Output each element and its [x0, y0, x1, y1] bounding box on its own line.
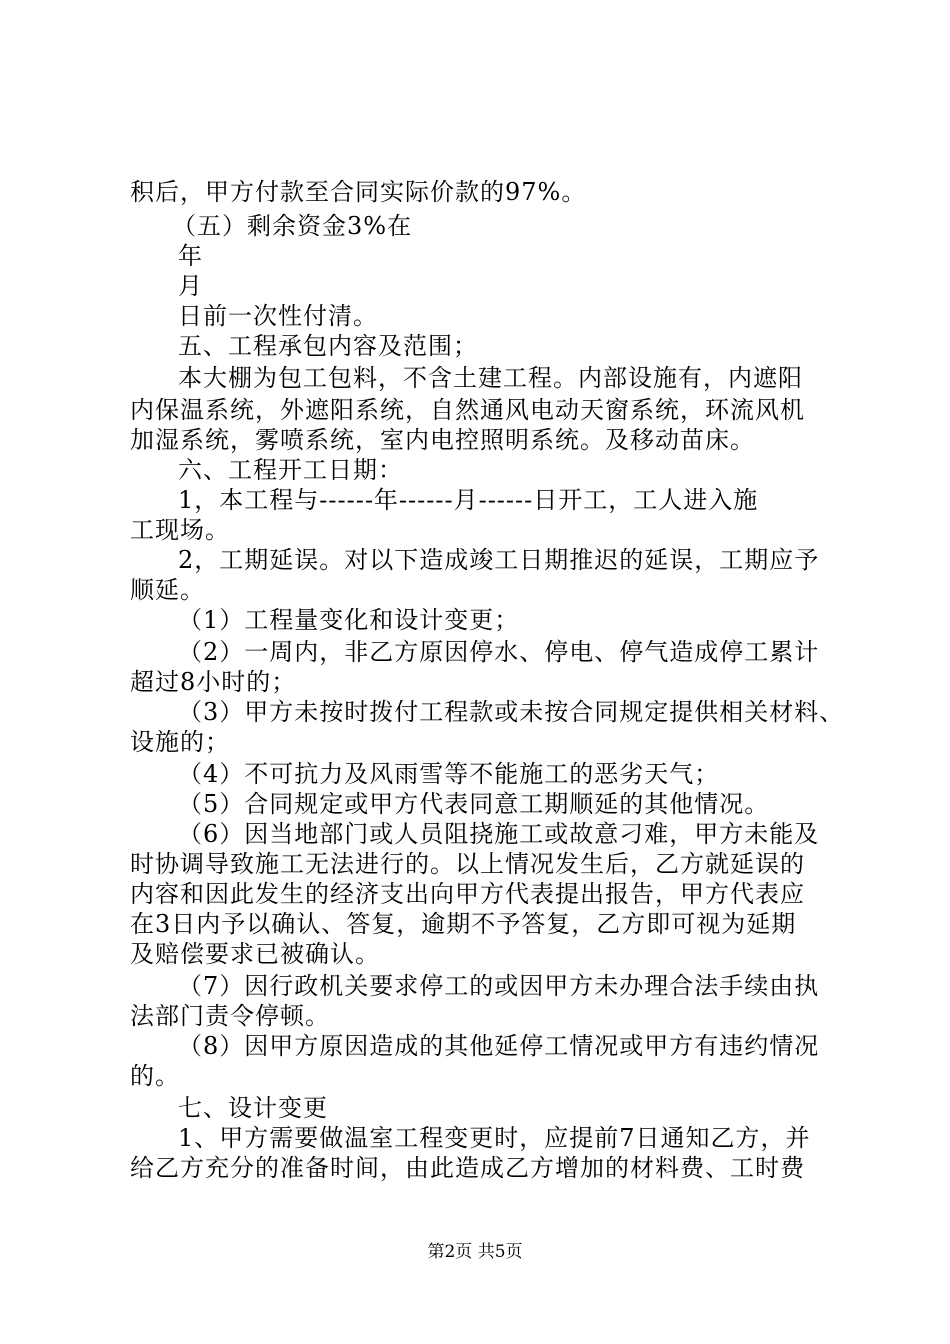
list-item: （6）因当地部门或人员阻挠施工或故意刁难，甲方未能及 — [178, 820, 820, 848]
text-line: 设施的； — [130, 728, 230, 756]
list-item: （4）不可抗力及风雨雪等不能施工的恶劣天气； — [178, 760, 720, 788]
text-line: 在3日内予以确认、答复，逾期不予答复，乙方即可视为延期 — [130, 910, 797, 938]
text-line: 的。 — [130, 1062, 180, 1090]
page-number-footer: 第2页 共5页 — [427, 1242, 523, 1262]
list-item: （5）合同规定或甲方代表同意工期顺延的其他情况。 — [178, 790, 770, 818]
list-item: （3）甲方未按时拨付工程款或未按合同规定提供相关材料、 — [178, 698, 845, 726]
list-item: （1）工程量变化和设计变更； — [178, 606, 520, 634]
list-item: （2）一周内，非乙方原因停水、停电、停气造成停工累计 — [178, 638, 820, 666]
section-heading: 七、设计变更 — [178, 1094, 328, 1122]
text-line: 顺延。 — [130, 576, 205, 604]
text-line: 内保温系统，外遮阳系统，自然通风电动天窗系统，环流风机 — [130, 396, 805, 424]
text-line: 本大棚为包工包料，不含土建工程。内部设施有，内遮阳 — [178, 364, 803, 392]
text-line: 超过8小时的； — [130, 668, 297, 696]
list-item: （7）因行政机关要求停工的或因甲方未办理合法手续由执 — [178, 972, 820, 1000]
text-line: 日前一次性付清。 — [178, 302, 378, 330]
text-line: 1，本工程与------年------月------日开工，工人进入施 — [178, 486, 759, 514]
text-line: 时协调导致施工无法进行的。以上情况发生后，乙方就延误的 — [130, 850, 805, 878]
text-line: 2，工期延误。对以下造成竣工日期推迟的延误，工期应予 — [178, 546, 820, 574]
section-heading: 六、工程开工日期： — [178, 456, 403, 484]
text-line: 年 — [178, 242, 203, 270]
text-line: 及赔偿要求已被确认。 — [130, 940, 380, 968]
text-line: 给乙方充分的准备时间，由此造成乙方增加的材料费、工时费 — [130, 1154, 805, 1182]
text-line: （五）剩余资金3%在 — [172, 212, 413, 240]
text-line: 1、甲方需要做温室工程变更时，应提前7日通知乙方，并 — [178, 1124, 811, 1152]
text-line: 加湿系统，雾喷系统，室内电控照明系统。及移动苗床。 — [130, 426, 755, 454]
text-line: 月 — [178, 272, 203, 300]
list-item: （8）因甲方原因造成的其他延停工情况或甲方有违约情况 — [178, 1032, 820, 1060]
text-line: 内容和因此发生的经济支出向甲方代表提出报告，甲方代表应 — [130, 880, 805, 908]
text-line: 工现场。 — [130, 516, 230, 544]
text-line: 法部门责令停顿。 — [130, 1002, 330, 1030]
section-heading: 五、工程承包内容及范围； — [178, 332, 478, 360]
text-line: 积后，甲方付款至合同实际价款的97%。 — [130, 178, 587, 206]
